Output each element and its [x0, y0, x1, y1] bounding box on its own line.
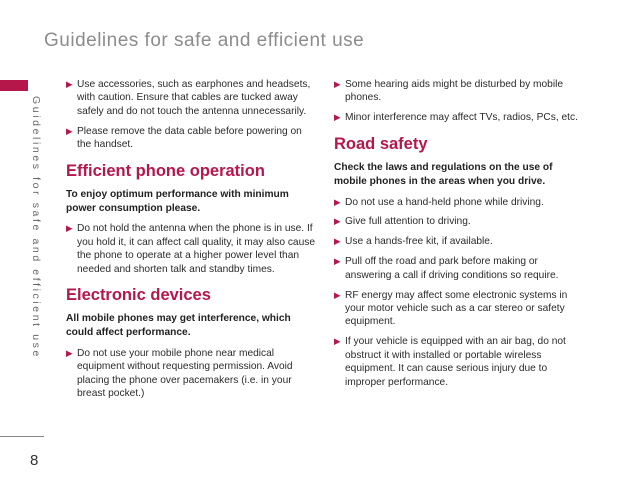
list-item: [334, 111, 580, 124]
bullet-triangle-icon: ▶: [334, 216, 341, 227]
list-item: [66, 78, 316, 118]
section-title-road-safety: Road safety: [334, 134, 428, 153]
list-item: [334, 235, 580, 248]
list-item: [334, 255, 580, 282]
list-item-text: Please remove the data cable before powering on the handset.: [77, 125, 302, 151]
list-item-text: Do not use your mobile phone near medical equipment without requesting permission. Avoid placing the phone over pacemakers (i.e. in your breast pocket.): [77, 347, 293, 399]
section-subtitle-electronic: All mobile phones may get interference, which could affect performance.: [66, 312, 291, 339]
list-item: [66, 125, 316, 152]
bullet-triangle-icon: ▶: [334, 196, 341, 207]
section-title-efficient: Efficient phone operation: [66, 161, 265, 180]
section-subtitle-efficient: To enjoy optimum performance with minimum power consumption please.: [66, 188, 289, 214]
list-item-text: Use accessories, such as earphones and headsets, with caution. Ensure that cables are tucked away safely and do not touch the antenna unnecessarily.: [77, 79, 311, 117]
bullet-triangle-icon: ▶: [334, 336, 341, 347]
bullet-triangle-icon: ▶: [66, 347, 73, 358]
section-tab-marker: [0, 80, 28, 91]
footer-divider: [0, 436, 44, 437]
list-item: [66, 222, 316, 276]
bullet-triangle-icon: ▶: [334, 289, 341, 300]
list-item: [334, 335, 580, 389]
list-item-text: Do not use a hand-held phone while driving.: [345, 196, 544, 208]
list-item: [334, 289, 580, 329]
list-item-text: Some hearing aids might be disturbed by mobile phones.: [345, 79, 564, 104]
bullet-triangle-icon: ▶: [334, 112, 341, 123]
list-item: [334, 78, 580, 105]
sidebar-section-label: Guidelines for safe and efficient use: [30, 96, 42, 359]
list-item: [334, 196, 580, 209]
bullet-triangle-icon: ▶: [334, 79, 341, 89]
list-item-text: Minor interference may affect TVs, radios, PCs, etc.: [345, 112, 578, 124]
bullet-triangle-icon: ▶: [334, 256, 341, 267]
page-header-title: Guidelines for safe and efficient use: [44, 30, 365, 51]
list-item-text: Do not hold the antenna when the phone is in use. If you hold it, it can affect call quality, it may also cause the phone to operate at a higher power level than needed and shorten talk and standby times.: [77, 223, 316, 275]
page-number: 8: [30, 452, 39, 469]
list-item: [66, 347, 316, 401]
left-column: [66, 78, 316, 407]
list-item-text: RF energy may affect some electronic systems in your motor vehicle such as a car stereo or safety equipment.: [345, 289, 568, 328]
bullet-triangle-icon: ▶: [66, 223, 73, 234]
bullet-triangle-icon: ▶: [334, 236, 341, 247]
section-title-electronic: Electronic devices: [66, 285, 211, 304]
section-subtitle-road-safety: Check the laws and regulations on the use of mobile phones in the areas when you drive.: [334, 161, 553, 188]
list-item-text: Pull off the road and park before making or answering a call if driving conditions so require.: [345, 256, 559, 281]
list-item-text: Give full attention to driving.: [345, 216, 471, 228]
list-item: [334, 215, 580, 228]
bullet-triangle-icon: ▶: [66, 79, 73, 89]
bullet-triangle-icon: ▶: [66, 125, 73, 136]
right-column: [334, 78, 580, 395]
list-item-text: If your vehicle is equipped with an air bag, do not obstruct it with installed or portable wireless equipment. It can cause serious injury due to improper performance.: [345, 336, 566, 388]
list-item-text: Use a hands-free kit, if available.: [345, 236, 493, 248]
